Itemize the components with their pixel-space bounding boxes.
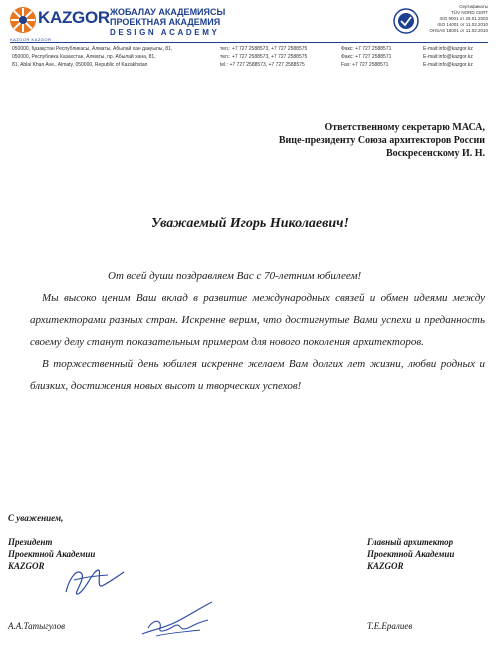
letterhead <box>0 0 500 90</box>
signatory-title-line: Главный архитектор <box>367 537 454 547</box>
cert-line: Сертификаты <box>459 4 488 9</box>
email-line: E-mail:info@kazgor.kz <box>423 62 473 68</box>
signatory-title-line: Проектной Академии <box>8 549 96 559</box>
tuv-certification-icon <box>393 8 419 34</box>
body-paragraph: От всей души поздравляем Вас с 70-летним юбилеем! <box>108 270 362 282</box>
signatory-left-name: А.А.Татыгулов <box>8 621 65 631</box>
fax-block <box>341 45 391 69</box>
fax-line: Факс: +7 727 2588571 <box>341 54 392 60</box>
fax-line: Fax: +7 727 2588571 <box>341 62 389 68</box>
certification-list <box>429 4 488 34</box>
email-block <box>423 45 473 69</box>
cert-line: ISO 14001 от 11.02.2010 <box>437 22 488 27</box>
logo-wordmark: KAZGOR <box>38 8 110 27</box>
phone-line: tel.: +7 727 2588573, +7 727 2588575 <box>220 62 305 68</box>
addressee-line: Вице-президенту Союза архитекторов России <box>278 135 485 146</box>
body-paragraph: В торжественный день юбилея искренне желаем Вам долгих лет жизни, любви родных и близких, достижения новых высот и творческих успехов! <box>30 358 485 392</box>
phone-line: тел.: +7 727 2588573, +7 727 2588575 <box>220 54 308 60</box>
fax-line: Факс: +7 727 2588571 <box>341 46 392 52</box>
email-line: E-mail:info@kazgor.kz <box>423 46 473 52</box>
addressee-block <box>279 121 485 160</box>
logo-tagline: KAZGOR KAZGOR <box>10 37 52 42</box>
academy-name-kz: ЖОБАЛАУ АКАДЕМИЯСЫ <box>110 7 226 17</box>
cert-line: TÜV NORD CERT <box>451 10 488 15</box>
cert-line: OHSAS 18001 от 11.02.2010 <box>429 28 488 33</box>
signatory-title-line: KAZGOR <box>367 561 404 571</box>
phone-block <box>220 45 307 69</box>
email-line: E-mail:info@kazgor.kz <box>423 54 473 60</box>
closing-phrase: С уважением, <box>8 513 64 523</box>
salutation: Уважаемый Игорь Николаевич! <box>151 216 349 231</box>
body-paragraph: Мы высоко ценим Ваш вклад в развитие международных связей и обмен идеями между архитекторами разных стран. Искренне верим, что достигнутые Вами успехи и преданность своему делу станут показательным примером для нового поколения архитекторов. <box>30 292 485 348</box>
signatory-title-line: KAZGOR <box>8 561 45 571</box>
phone-line: тел.: +7 727 2588573, +7 727 2588575 <box>220 46 308 52</box>
academy-name-en: DESIGN ACADEMY <box>110 28 220 37</box>
addressee-line: Ответственному секретарю МАСА, <box>324 122 485 133</box>
addressee-line: Воскресенскому И. Н. <box>386 148 485 159</box>
address-line: 050000, Республика Казахстан, Алматы, пр. Абылай хана, 81, <box>12 54 156 60</box>
signatory-right-title <box>367 536 454 572</box>
cert-line: ISO 9001 от 28.01.2003 <box>439 16 488 21</box>
address-block <box>12 45 172 69</box>
signatory-right-name: Т.Е.Ералиев <box>367 621 413 631</box>
signature-right-icon <box>138 600 218 642</box>
signatory-title-line: Президент <box>8 537 53 547</box>
address-line: 81, Ablai Khan Ave., Almaty, 050000, Republic of Kazakhstan <box>12 62 148 68</box>
header-divider <box>10 42 488 43</box>
academy-name-ru: ПРОЕКТНАЯ АКАДЕМИЯ <box>110 17 221 27</box>
kazgor-logo-icon <box>8 5 38 35</box>
address-line: 050000, Қазақстан Республикасы, Алматы, Абылай хан даңғылы, 81, <box>12 46 173 52</box>
signature-left-icon <box>58 562 128 602</box>
letter-body <box>30 265 485 397</box>
signatory-title-line: Проектной Академии <box>367 549 455 559</box>
